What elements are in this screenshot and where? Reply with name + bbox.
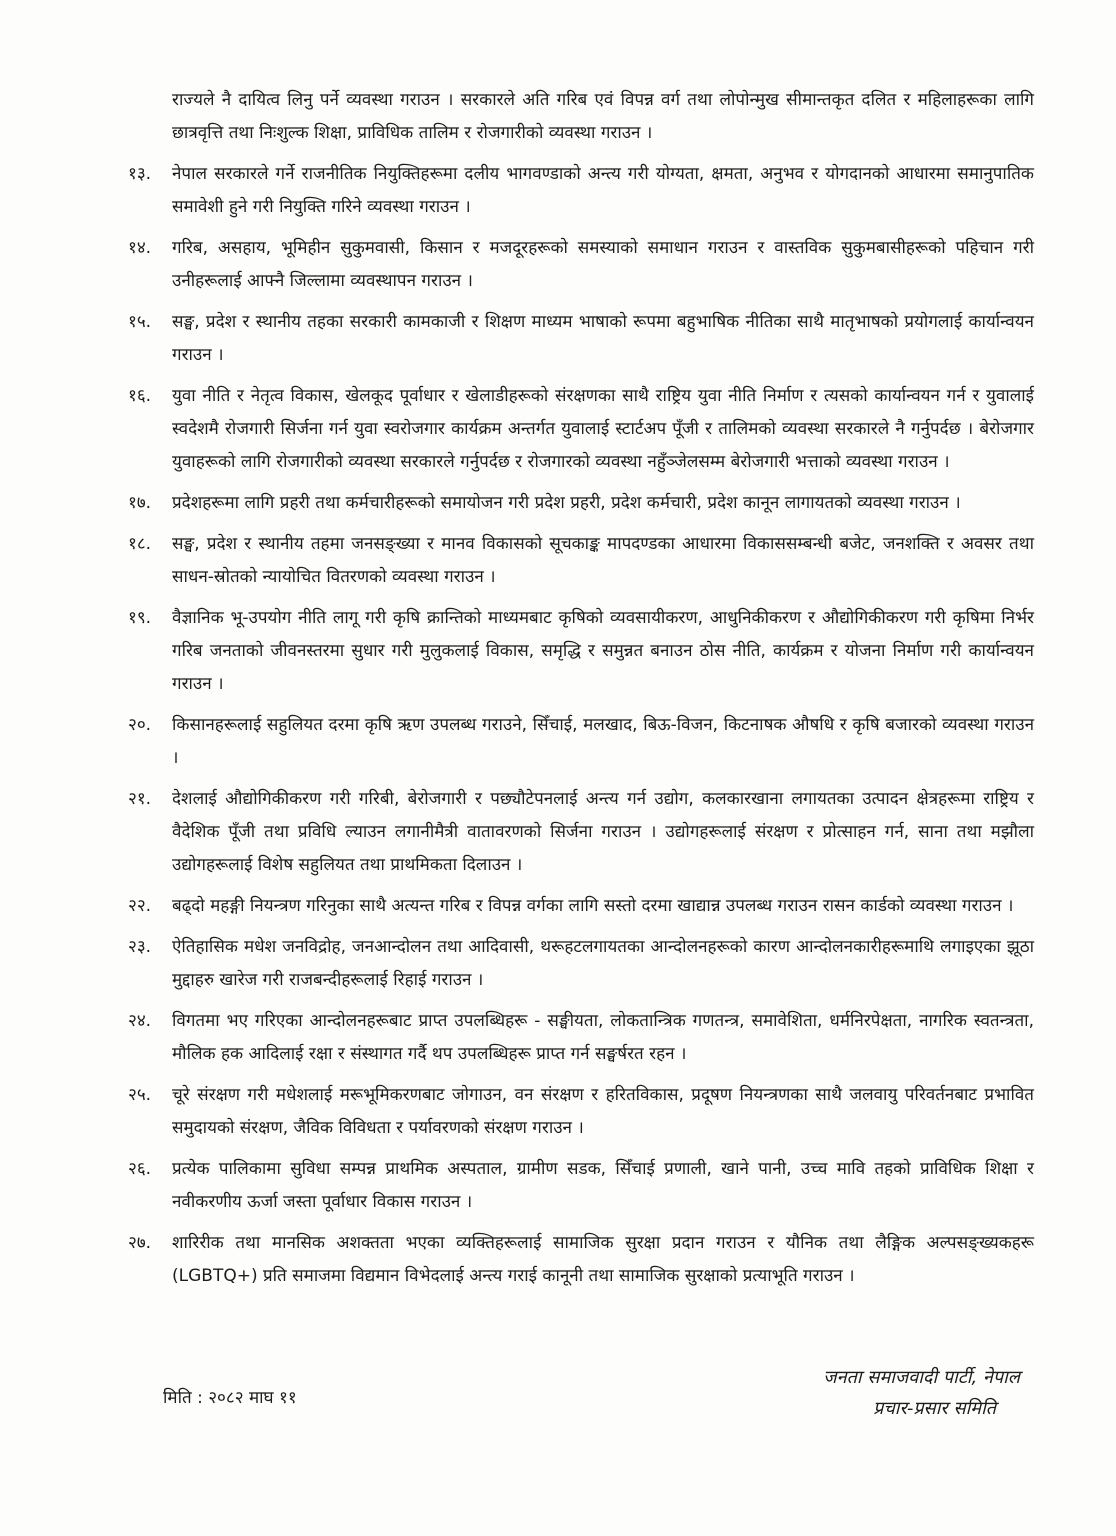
item-number: १३. bbox=[128, 164, 152, 184]
document-body bbox=[128, 84, 1034, 1293]
document-footer bbox=[0, 1362, 1116, 1452]
organization-name: जनता समाजवादी पार्टी, नेपाल bbox=[823, 1367, 1020, 1388]
list-item bbox=[128, 931, 1034, 997]
list-item bbox=[128, 709, 1034, 775]
item-number: २६. bbox=[128, 1159, 152, 1179]
item-text: प्रत्येक पालिकामा सुविधा सम्पन्न प्राथमिक अस्पताल, ग्रामीण सडक, सिँचाई प्रणाली, खाने पानी, उच्च मावि तहको प्राविधिक शिक्षा र नवीकरणीय ऊर्जा जस्ता पूर्वाधार विकास गराउन । bbox=[172, 1159, 1034, 1212]
committee-name: प्रचार-प्रसार समिति bbox=[873, 1398, 996, 1419]
item-text: नेपाल सरकारले गर्ने राजनीतिक नियुक्तिहरूमा दलीय भागवण्डाको अन्त्य गरी योग्यता, क्षमता, अनुभव र योगदानको आधारमा समानुपातिक समावेशी हुने गरी नियुक्ति गरिने व्यवस्था गराउन । bbox=[172, 164, 1034, 217]
list-item bbox=[128, 783, 1034, 882]
item-number: २०. bbox=[128, 715, 152, 735]
item-number: १५. bbox=[128, 312, 152, 332]
item-text: किसानहरूलाई सहुलियत दरमा कृषि ऋण उपलब्ध गराउने, सिँचाई, मलखाद, बिऊ-विजन, किटनाषक औषधि र कृषि बजारको व्यवस्था गराउन । bbox=[172, 715, 1034, 768]
item-number: १९. bbox=[128, 608, 152, 628]
list-item bbox=[128, 1227, 1034, 1293]
item-number: २५. bbox=[128, 1085, 152, 1105]
item-text: विगतमा भए गरिएका आन्दोलनहरूबाट प्राप्त उपलब्धिहरू - सङ्घीयता, लोकतान्त्रिक गणतन्त्र, समावेशिता, धर्मनिरपेक्षता, नागरिक स्वतन्त्रता, मौलिक हक आदिलाई रक्षा र संस्थागत गर्दै थप उपलब्धिहरू प्राप्त गर्न सङ्घर्षरत रहन । bbox=[172, 1011, 1034, 1064]
list-item bbox=[128, 306, 1034, 372]
list-item bbox=[128, 487, 1034, 520]
demand-list bbox=[128, 158, 1034, 1293]
list-item bbox=[128, 602, 1034, 701]
item-text: सङ्घ, प्रदेश र स्थानीय तहमा जनसङ्ख्या र मानव विकासको सूचकाङ्क मापदण्डका आधारमा विकाससम्बन्धी बजेट, जनशक्ति र अवसर तथा साधन-स्रोतको न्यायोचित वितरणको व्यवस्था गराउन । bbox=[172, 534, 1034, 587]
item-number: २७. bbox=[128, 1233, 152, 1253]
item-text: बढ्दो महङ्गी नियन्त्रण गरिनुका साथै अत्यन्त गरिब र विपन्न वर्गका लागि सस्तो दरमा खाद्यान्न उपलब्ध गराउन रासन कार्डको व्यवस्था गराउन । bbox=[172, 896, 1014, 916]
list-item bbox=[128, 528, 1034, 594]
item-number: १४. bbox=[128, 238, 152, 258]
list-item bbox=[128, 1079, 1034, 1145]
list-item bbox=[128, 158, 1034, 224]
list-item bbox=[128, 890, 1034, 923]
item-text: गरिब, असहाय, भूमिहीन सुकुमवासी, किसान र मजदूरहरूको समस्याको समाधान गराउन र वास्तविक सुकुमबासीहरूको पहिचान गरी उनीहरूलाई आफ्नै जिल्लामा व्यवस्थापन गराउन । bbox=[172, 238, 1034, 291]
item-text: वैज्ञानिक भू-उपयोग नीति लागू गरी कृषि क्रान्तिको माध्यमबाट कृषिको व्यवसायीकरण, आधुनिकीकरण र औद्योगिकीकरण गरी कृषिमा निर्भर गरिब जनताको जीवनस्तरमा सुधार गरी मुलुकलाई विकास, समृद्धि र समुन्नत बनाउन ठोस नीति, कार्यक्रम र योजना निर्माण गरी कार्यान्वयन गराउन । bbox=[172, 608, 1034, 694]
item-number: १६. bbox=[128, 386, 152, 406]
item-text: चूरे संरक्षण गरी मधेशलाई मरूभूमिकरणबाट जोगाउन, वन संरक्षण र हरितविकास, प्रदूषण नियन्त्रणका साथै जलवायु परिवर्तनबाट प्रभावित समुदायको संरक्षण, जैविक विविधता र पर्यावरणको संरक्षण गराउन । bbox=[172, 1085, 1034, 1138]
list-item bbox=[128, 380, 1034, 479]
item-text: देशलाई औद्योगिकीकरण गरी गरिबी, बेरोजगारी र पछ्यौटेपनलाई अन्त्य गर्न उद्योग, कलकारखाना लगायतका उत्पादन क्षेत्रहरूमा राष्ट्रिय र वैदेशिक पूँजी तथा प्रविधि ल्याउन लगानीमैत्री वातावरणको सिर्जना गराउन । उद्योगहरूलाई संरक्षण र प्रोत्साहन गर्न, साना तथा मझौला उद्योगहरूलाई विशेष सहुलियत तथा प्राथमिकता दिलाउन । bbox=[172, 789, 1034, 875]
signature-block bbox=[823, 1362, 1020, 1424]
issue-date: मिति : २०८२ माघ ११ bbox=[163, 1388, 297, 1408]
item-number: १७. bbox=[128, 493, 152, 513]
item-number: २४. bbox=[128, 1011, 152, 1031]
item-number: २२. bbox=[128, 896, 152, 916]
item-number: २३. bbox=[128, 937, 152, 957]
list-item bbox=[128, 1153, 1034, 1219]
item-text: प्रदेशहरूमा लागि प्रहरी तथा कर्मचारीहरूको समायोजन गरी प्रदेश प्रहरी, प्रदेश कर्मचारी, प्रदेश कानून लागायतको व्यवस्था गराउन । bbox=[172, 493, 961, 513]
list-item bbox=[128, 232, 1034, 298]
item-text: युवा नीति र नेतृत्व विकास, खेलकूद पूर्वाधार र खेलाडीहरूको संरक्षणका साथै राष्ट्रिय युवा नीति निर्माण र त्यसको कार्यान्वयन गर्न र युवालाई स्वदेशमै रोजगारी सिर्जना गर्न युवा स्वरोजगार कार्यक्रम अन्तर्गत युवालाई स्टार्टअप पूँजी र तालिमको व्यवस्था सरकारले नै गर्नुपर्दछ । बेरोजगार युवाहरूको लागि रोजगारीको व्यवस्था सरकारले गर्नुपर्दछ र रोजगारको व्यवस्था नहुँञ्जेलसम्म बेरोजगारी भत्ताको व्यवस्था गराउन । bbox=[172, 386, 1034, 472]
continued-paragraph: राज्यले नै दायित्व लिनु पर्ने व्यवस्था गराउन । सरकारले अति गरिब एवं विपन्न वर्ग तथा लोपोन्मुख सीमान्तकृत दलित र महिलाहरूका लागि छात्रवृत्ति तथा निःशुल्क शिक्षा, प्राविधिक तालिम र रोजगारीको व्यवस्था गराउन । bbox=[172, 90, 1034, 143]
item-text: शारिरीक तथा मानसिक अशक्तता भएका व्यक्तिहरूलाई सामाजिक सुरक्षा प्रदान गराउन र यौनिक तथा लैङ्गिक अल्पसङ्ख्यकहरू (LGBTQ+) प्रति समाजमा विद्यमान विभेदलाई अन्त्य गराई कानूनी तथा सामाजिक सुरक्षाको प्रत्याभूति गराउन । bbox=[172, 1233, 1034, 1286]
item-number: १८. bbox=[128, 534, 152, 554]
item-text: सङ्घ, प्रदेश र स्थानीय तहका सरकारी कामकाजी र शिक्षण माध्यम भाषाको रूपमा बहुभाषिक नीतिका साथै मातृभाषको प्रयोगलाई कार्यान्वयन गराउन । bbox=[172, 312, 1034, 365]
item-text: ऐतिहासिक मधेश जनविद्रोह, जनआन्दोलन तथा आदिवासी, थरूहटलगायतका आन्दोलनहरूको कारण आन्दोलनकारीहरूमाथि लगाइएका झूठा मुद्दाहरु खारेज गरी राजबन्दीहरूलाई रिहाई गराउन । bbox=[172, 937, 1034, 990]
item-number: २१. bbox=[128, 789, 152, 809]
list-item bbox=[128, 1005, 1034, 1071]
